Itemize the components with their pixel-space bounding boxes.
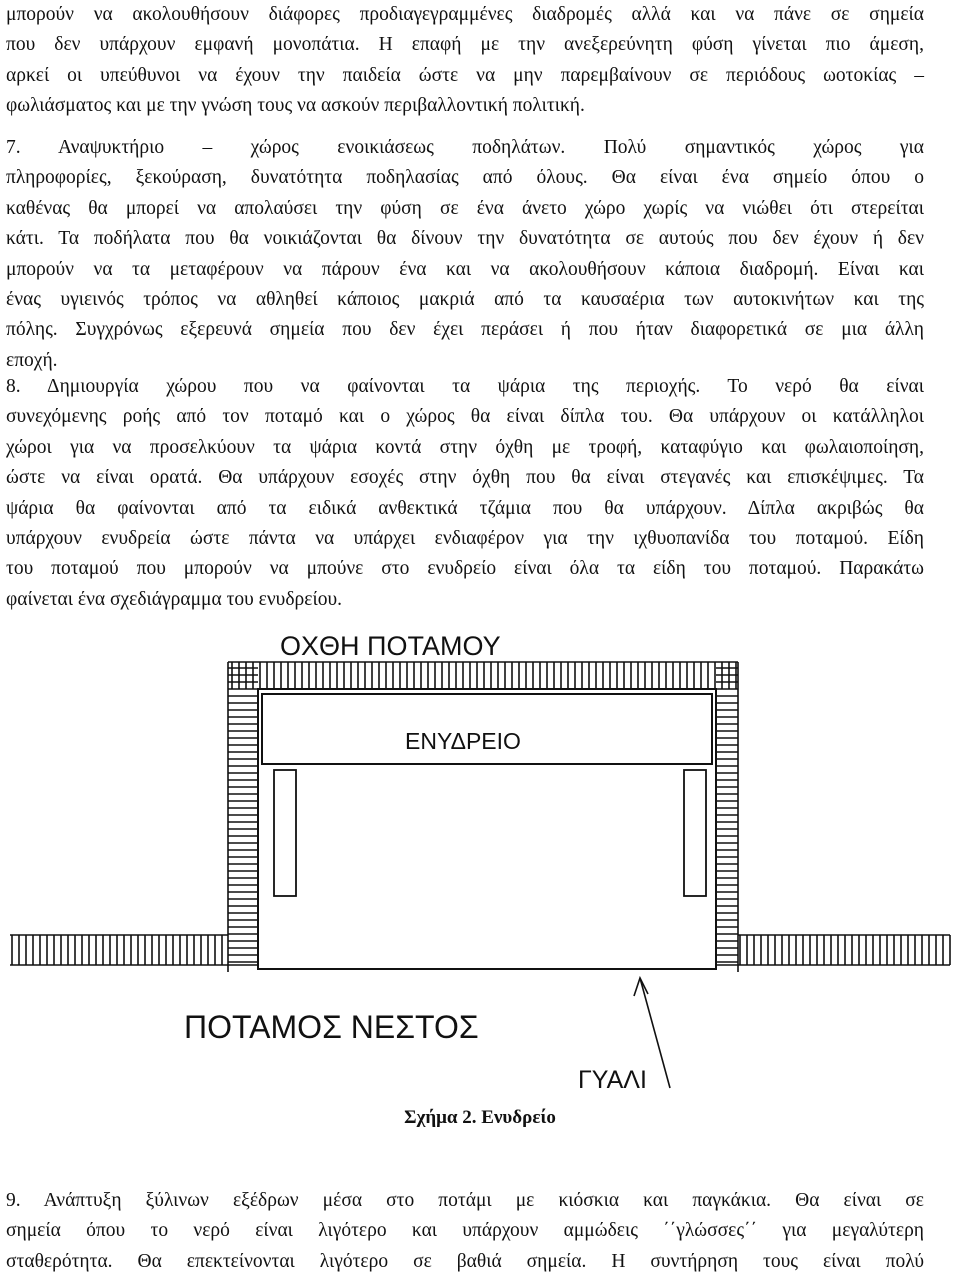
text-line: αρκεί οι υπεύθυνοι να έχουν την παιδεία ώστε να μην παρεμβαίνουν σε περιόδους ωοτοκίας – [6, 64, 924, 86]
text-line: που δεν υπάρχουν εμφανή μονοπάτια. Η επαφή με την ανεξερεύνητη φύση γίνεται πιο άμεση, [6, 34, 924, 56]
glass-panel-left [274, 770, 296, 896]
glass-panel-right [684, 770, 706, 896]
text-line: φαίνεται ένα σχεδιάγραμμα του ενυδρείου. [6, 588, 342, 610]
paragraph-item-8 [6, 372, 924, 615]
text-line: 8. Δημιουργία χώρου που να φαίνονται τα ψάρια της περιοχής. Το νερό θα είναι [6, 376, 924, 397]
text-line: μπορούν να ακολουθήσουν διάφορες προδιαγεγραμμένες διαδρομές αλλά και να πάνε σε σημεία [6, 4, 924, 25]
aquarium-label: ΕΝΥΔΡΕΙΟ [405, 728, 521, 754]
text-line: 7. Αναψυκτήριο – χώρος ενοικιάσεως ποδηλάτων. Πολύ σημαντικός χώρος για [6, 137, 924, 158]
text-line: ένας υγιεινός τρόπος να αθληθεί κάποιος μακριά από τα καυσαέρια των αυτοκινήτων και της [6, 289, 924, 311]
text-line: ψάρια θα φαίνονται από τα ειδικά ανθεκτικά τζάμια που θα υπάρχουν. Δίπλα ακριβώς θα [6, 497, 924, 519]
aquarium-diagram [0, 600, 960, 1100]
text-line: σταθερότητα. Θα επεκτείνονται λιγότερο σε βαθιά σημεία. Η συντήρηση τους είναι πολύ [6, 1250, 924, 1272]
text-line: φωλιάσματος και με την γνώση τους να ασκούν περιβαλλοντική πολιτική. [6, 95, 585, 117]
text-line: 9. Ανάπτυξη ξύλινων εξέδρων μέσα στο ποτάμι με κιόσκια και παγκάκια. Θα είναι σε [6, 1190, 924, 1211]
text-line: καθένας θα μπορεί να απολαύσει την φύση σε ένα άνετο χώρο χωρίς να νιώθει ότι στερείται [6, 197, 924, 219]
text-line: ώστε να είναι ορατά. Θα υπάρχουν εσοχές στην όχθη που θα είναι στεγανές και επισκέψιμες. Τα [6, 467, 924, 489]
paragraph-item-9 [6, 1186, 924, 1277]
glass-label: ΓΥΑΛΙ [578, 1066, 647, 1094]
text-line: μπορούν να τα μεταφέρουν να πάρουν ένα και να ακολουθήσουν κάποια διαδρομή. Είναι και [6, 258, 924, 280]
figure-caption: Σχήμα 2. Ενυδρείο [404, 1107, 556, 1128]
text-line: υπάρχουν ενυδρεία ώστε πάντα να υπάρχει ενδιαφέρον για την ιχθυοπανίδα του ποταμού. Είδη [6, 528, 924, 550]
text-line: πόλης. Συγχρόνως εξερευνά σημεία που δεν έχει περάσει ή που ήταν διαφορετικά σε μια άλλη [6, 319, 924, 341]
text-line: χώροι για να προσελκύουν τα ψάρια κοντά στην όχθη με τροφή, καταφύγιο και φωλαιοποίηση, [6, 436, 924, 458]
paragraph-intro [6, 0, 924, 122]
paragraph-item-7 [6, 133, 924, 376]
text-line: πληροφορίες, ξεκούραση, δυνατότητα ποδηλασίας από όλους. Θα είναι ένα σημείο όπου ο [6, 167, 924, 189]
text-line: συνεχόμενης ροής από τον ποταμό και ο χώρος θα είναι δίπλα του. Θα υπάρχουν οι κατάλληλοι [6, 406, 924, 428]
text-line: εποχή. [6, 349, 58, 371]
text-line: του ποταμού που μπορούν να μπούνε στο ενυδρείο είναι όλα τα είδη του ποταμού. Παρακάτω [6, 558, 924, 580]
bank-label: ΟΧΘΗ ΠΟΤΑΜΟΥ [280, 631, 501, 661]
text-line: σημεία όπου το νερό είναι λιγότερο και υπάρχουν αμμώδεις ΄΄γλώσσες΄΄ για μεγαλύτερη [6, 1220, 924, 1242]
text-line: κάτι. Τα ποδήλατα που θα νοικιάζονται θα δίνουν την δυνατότητα σε αυτούς που δεν έχουν ή δεν [6, 228, 924, 250]
river-label: ΠΟΤΑΜΟΣ ΝΕΣΤΟΣ [184, 1009, 479, 1045]
